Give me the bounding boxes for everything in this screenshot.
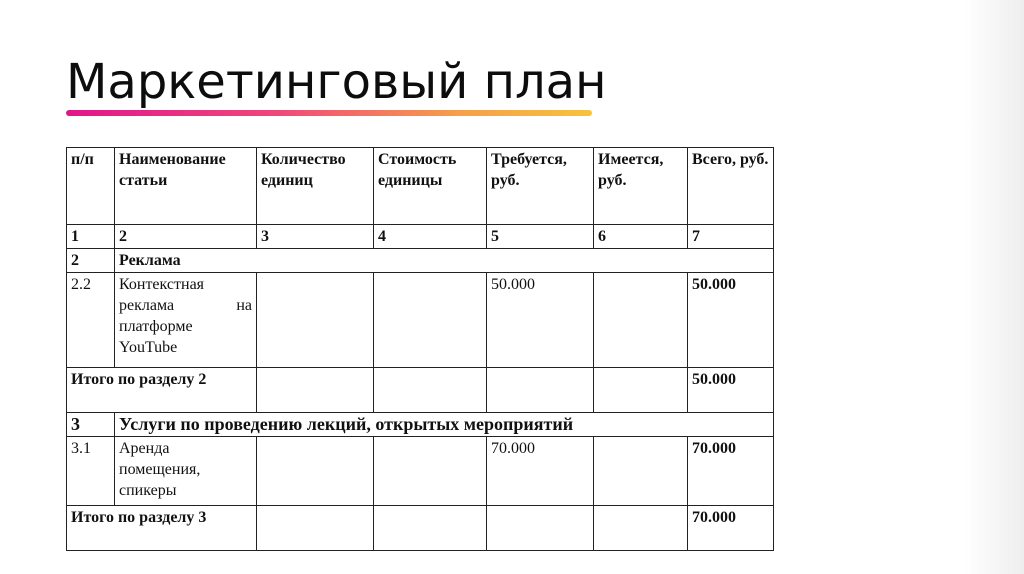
header-cell: Всего, руб. [688, 148, 774, 225]
empty-cell [594, 368, 688, 413]
section-number: 2 [67, 249, 115, 273]
subtotal-label: Итого по разделу 3 [67, 506, 257, 551]
table-header-row [67, 148, 774, 225]
header-cell: Имеется, руб. [594, 148, 688, 225]
subtotal-row [67, 506, 774, 551]
quantity-cell [257, 273, 374, 368]
title-underline [66, 110, 592, 116]
available-cell [594, 273, 688, 368]
required-cell: 50.000 [487, 273, 594, 368]
total-cell: 50.000 [688, 273, 774, 368]
subtotal-label: Итого по разделу 2 [67, 368, 257, 413]
column-number: 4 [374, 225, 487, 249]
header-cell: Требуется, руб. [487, 148, 594, 225]
empty-cell [487, 368, 594, 413]
section-number: 3 [67, 413, 115, 437]
column-number: 7 [688, 225, 774, 249]
empty-cell [487, 506, 594, 551]
unit-cost-cell [374, 273, 487, 368]
header-cell: Количество единиц [257, 148, 374, 225]
empty-cell [594, 506, 688, 551]
available-cell [594, 437, 688, 506]
empty-cell [257, 368, 374, 413]
slide-title: Маркетинговый план [66, 54, 607, 110]
subtotal-total: 70.000 [688, 506, 774, 551]
table-row [67, 437, 774, 506]
column-number: 2 [115, 225, 257, 249]
empty-cell [374, 368, 487, 413]
total-cell: 70.000 [688, 437, 774, 506]
section-title: Услуги по проведению лекций, открытых мероприятий [115, 413, 774, 437]
item-name: Контекстная реклама на платформе YouTube [115, 273, 257, 368]
quantity-cell [257, 437, 374, 506]
subtotal-row [67, 368, 774, 413]
unit-cost-cell [374, 437, 487, 506]
header-cell: Наименование статьи [115, 148, 257, 225]
marketing-plan-table [66, 147, 774, 551]
column-number: 1 [67, 225, 115, 249]
empty-cell [257, 506, 374, 551]
row-number: 3.1 [67, 437, 115, 506]
column-number-row [67, 225, 774, 249]
empty-cell [374, 506, 487, 551]
item-name: Аренда помещения, спикеры [115, 437, 257, 506]
slide-edge-shadow [964, 0, 1024, 574]
column-number: 3 [257, 225, 374, 249]
row-number: 2.2 [67, 273, 115, 368]
column-number: 6 [594, 225, 688, 249]
header-cell: Стоимость единицы [374, 148, 487, 225]
required-cell: 70.000 [487, 437, 594, 506]
column-number: 5 [487, 225, 594, 249]
header-cell: п/п [67, 148, 115, 225]
section-row [67, 413, 774, 437]
section-title: Реклама [115, 249, 774, 273]
table-row [67, 273, 774, 368]
section-row [67, 249, 774, 273]
subtotal-total: 50.000 [688, 368, 774, 413]
